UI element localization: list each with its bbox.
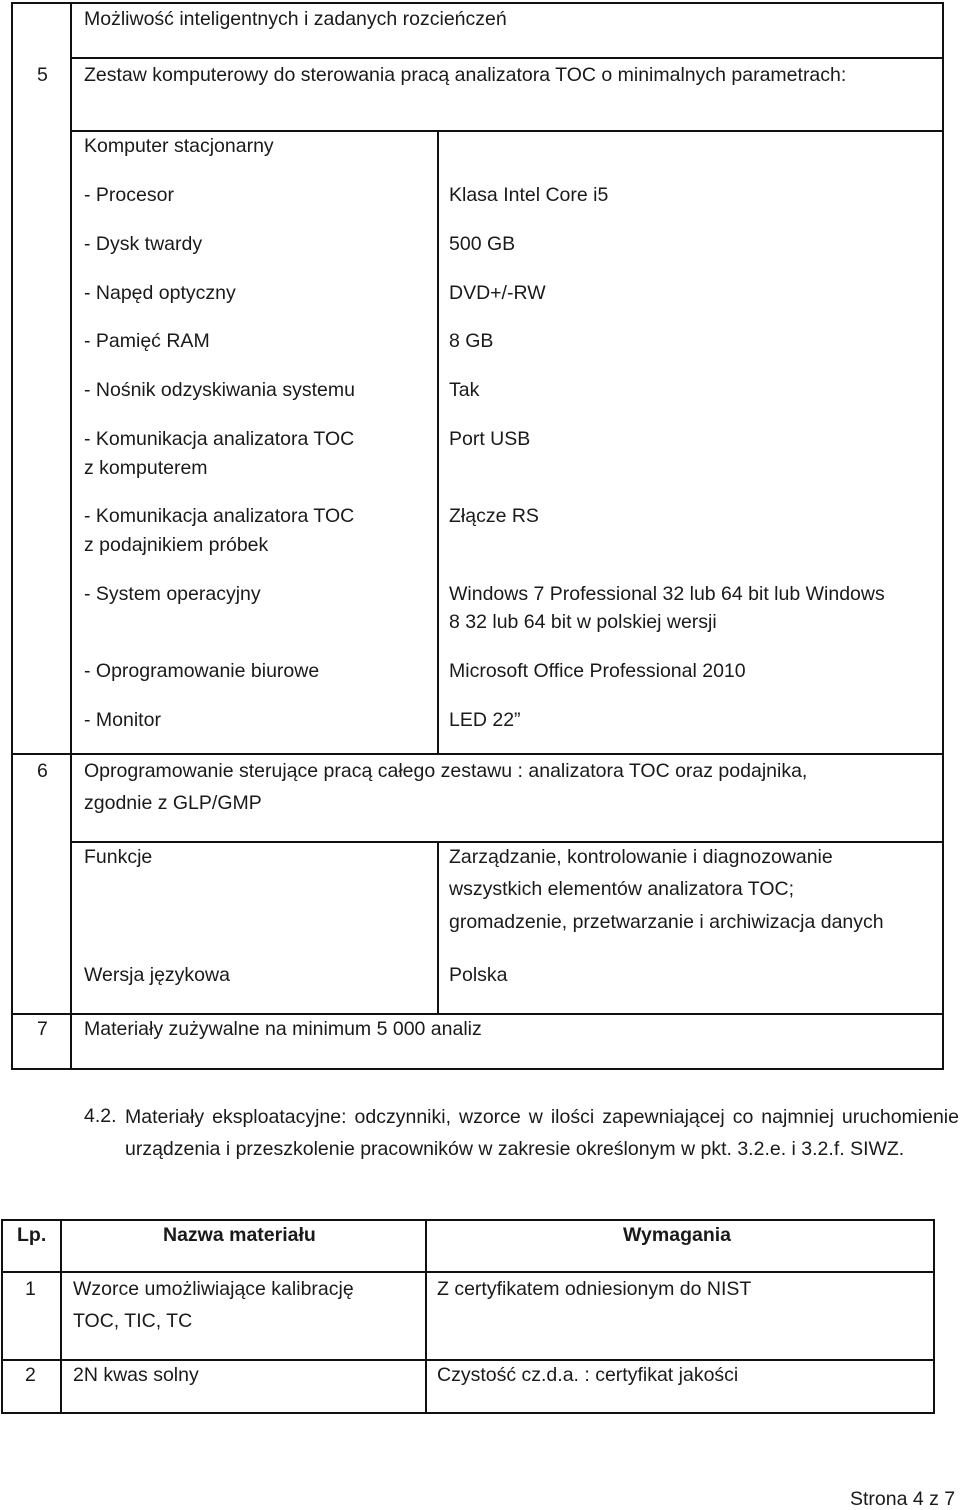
spec-value: 500 GB	[449, 233, 516, 255]
row-number-7: 7	[37, 1018, 48, 1040]
spec-value: Microsoft Office Professional 2010	[449, 660, 746, 682]
spec-value: 8 GB	[449, 330, 494, 352]
column-header-name: Nazwa materiału	[163, 1224, 316, 1246]
spec-label-cont: z komputerem	[84, 457, 208, 479]
row-number-6: 6	[37, 760, 48, 782]
spec-label-cont: z podajnikiem próbek	[84, 534, 269, 556]
table-row-name: 2N kwas solny	[73, 1364, 199, 1386]
section-text: Materiały eksploatacyjne: odczynniki, wzorce w ilości zapewniającej co najmniej uruchomienie urządzenia i przeszkolenie pracowników w zakresie określonym w pkt. 3.2.e. i 3.2.f. SIWZ.	[125, 1106, 959, 1160]
spec-value-cont: 8 32 lub 64 bit w polskiej wersji	[449, 611, 717, 633]
spec-value: Klasa Intel Core i5	[449, 184, 609, 206]
table-row-requirements: Z certyfikatem odniesionym do NIST	[437, 1278, 752, 1300]
table-row-requirements: Czystość cz.d.a. : certyfikat jakości	[437, 1364, 739, 1386]
item-6-title: Oprogramowanie sterujące pracą całego zestawu : analizatora TOC oraz podajnika,	[84, 760, 808, 782]
spec-label: - Nośnik odzyskiwania systemu	[84, 379, 355, 401]
table-row-lp: 2	[25, 1364, 36, 1386]
table-row-name-cont: TOC, TIC, TC	[73, 1310, 193, 1332]
row-number-5: 5	[37, 64, 48, 86]
table-row-name: Wzorce umożliwiające kalibrację	[73, 1278, 354, 1300]
functions-value-cont: wszystkich elementów analizatora TOC;	[449, 878, 795, 900]
spec-value: LED 22”	[449, 709, 521, 731]
spec-value: Windows 7 Professional 32 lub 64 bit lub Windows	[449, 583, 885, 605]
spec-label: - Napęd optyczny	[84, 282, 236, 304]
item-7-title: Materiały zużywalne na minimum 5 000 analiz	[84, 1018, 482, 1040]
spec-value: DVD+/-RW	[449, 282, 546, 304]
spec-value: Port USB	[449, 428, 531, 450]
spec-value: Tak	[449, 379, 480, 401]
spec-label: - Komunikacja analizatora TOC	[84, 505, 355, 527]
row-feature-text: Możliwość inteligentnych i zadanych rozcieńczeń	[84, 8, 507, 30]
spec-label: - System operacyjny	[84, 583, 261, 605]
spec-label: - Pamięć RAM	[84, 330, 210, 352]
spec-label: - Dysk twardy	[84, 233, 203, 255]
column-header-requirements: Wymagania	[623, 1224, 732, 1246]
functions-label: Funkcje	[84, 846, 153, 868]
functions-value: Zarządzanie, kontrolowanie i diagnozowanie	[449, 846, 833, 868]
language-value: Polska	[449, 964, 508, 986]
table-row-lp: 1	[25, 1278, 36, 1300]
language-label: Wersja językowa	[84, 964, 230, 986]
item-5-title: Zestaw komputerowy do sterowania pracą analizatora TOC o minimalnych parametrach:	[84, 64, 847, 86]
section-number: 4.2.	[84, 1105, 117, 1127]
column-header-lp: Lp.	[17, 1224, 47, 1246]
spec-label: - Monitor	[84, 709, 161, 731]
spec-label: - Oprogramowanie biurowe	[84, 660, 320, 682]
spec-value: Złącze RS	[449, 505, 539, 527]
spec-label: - Procesor	[84, 184, 174, 206]
item-6-title-cont: zgodnie z GLP/GMP	[84, 792, 262, 814]
item-5-subtitle: Komputer stacjonarny	[84, 135, 274, 157]
functions-value-cont: gromadzenie, przetwarzanie i archiwizacja danych	[449, 911, 884, 933]
page-number: Strona 4 z 7	[850, 1488, 956, 1510]
spec-label: - Komunikacja analizatora TOC	[84, 428, 355, 450]
